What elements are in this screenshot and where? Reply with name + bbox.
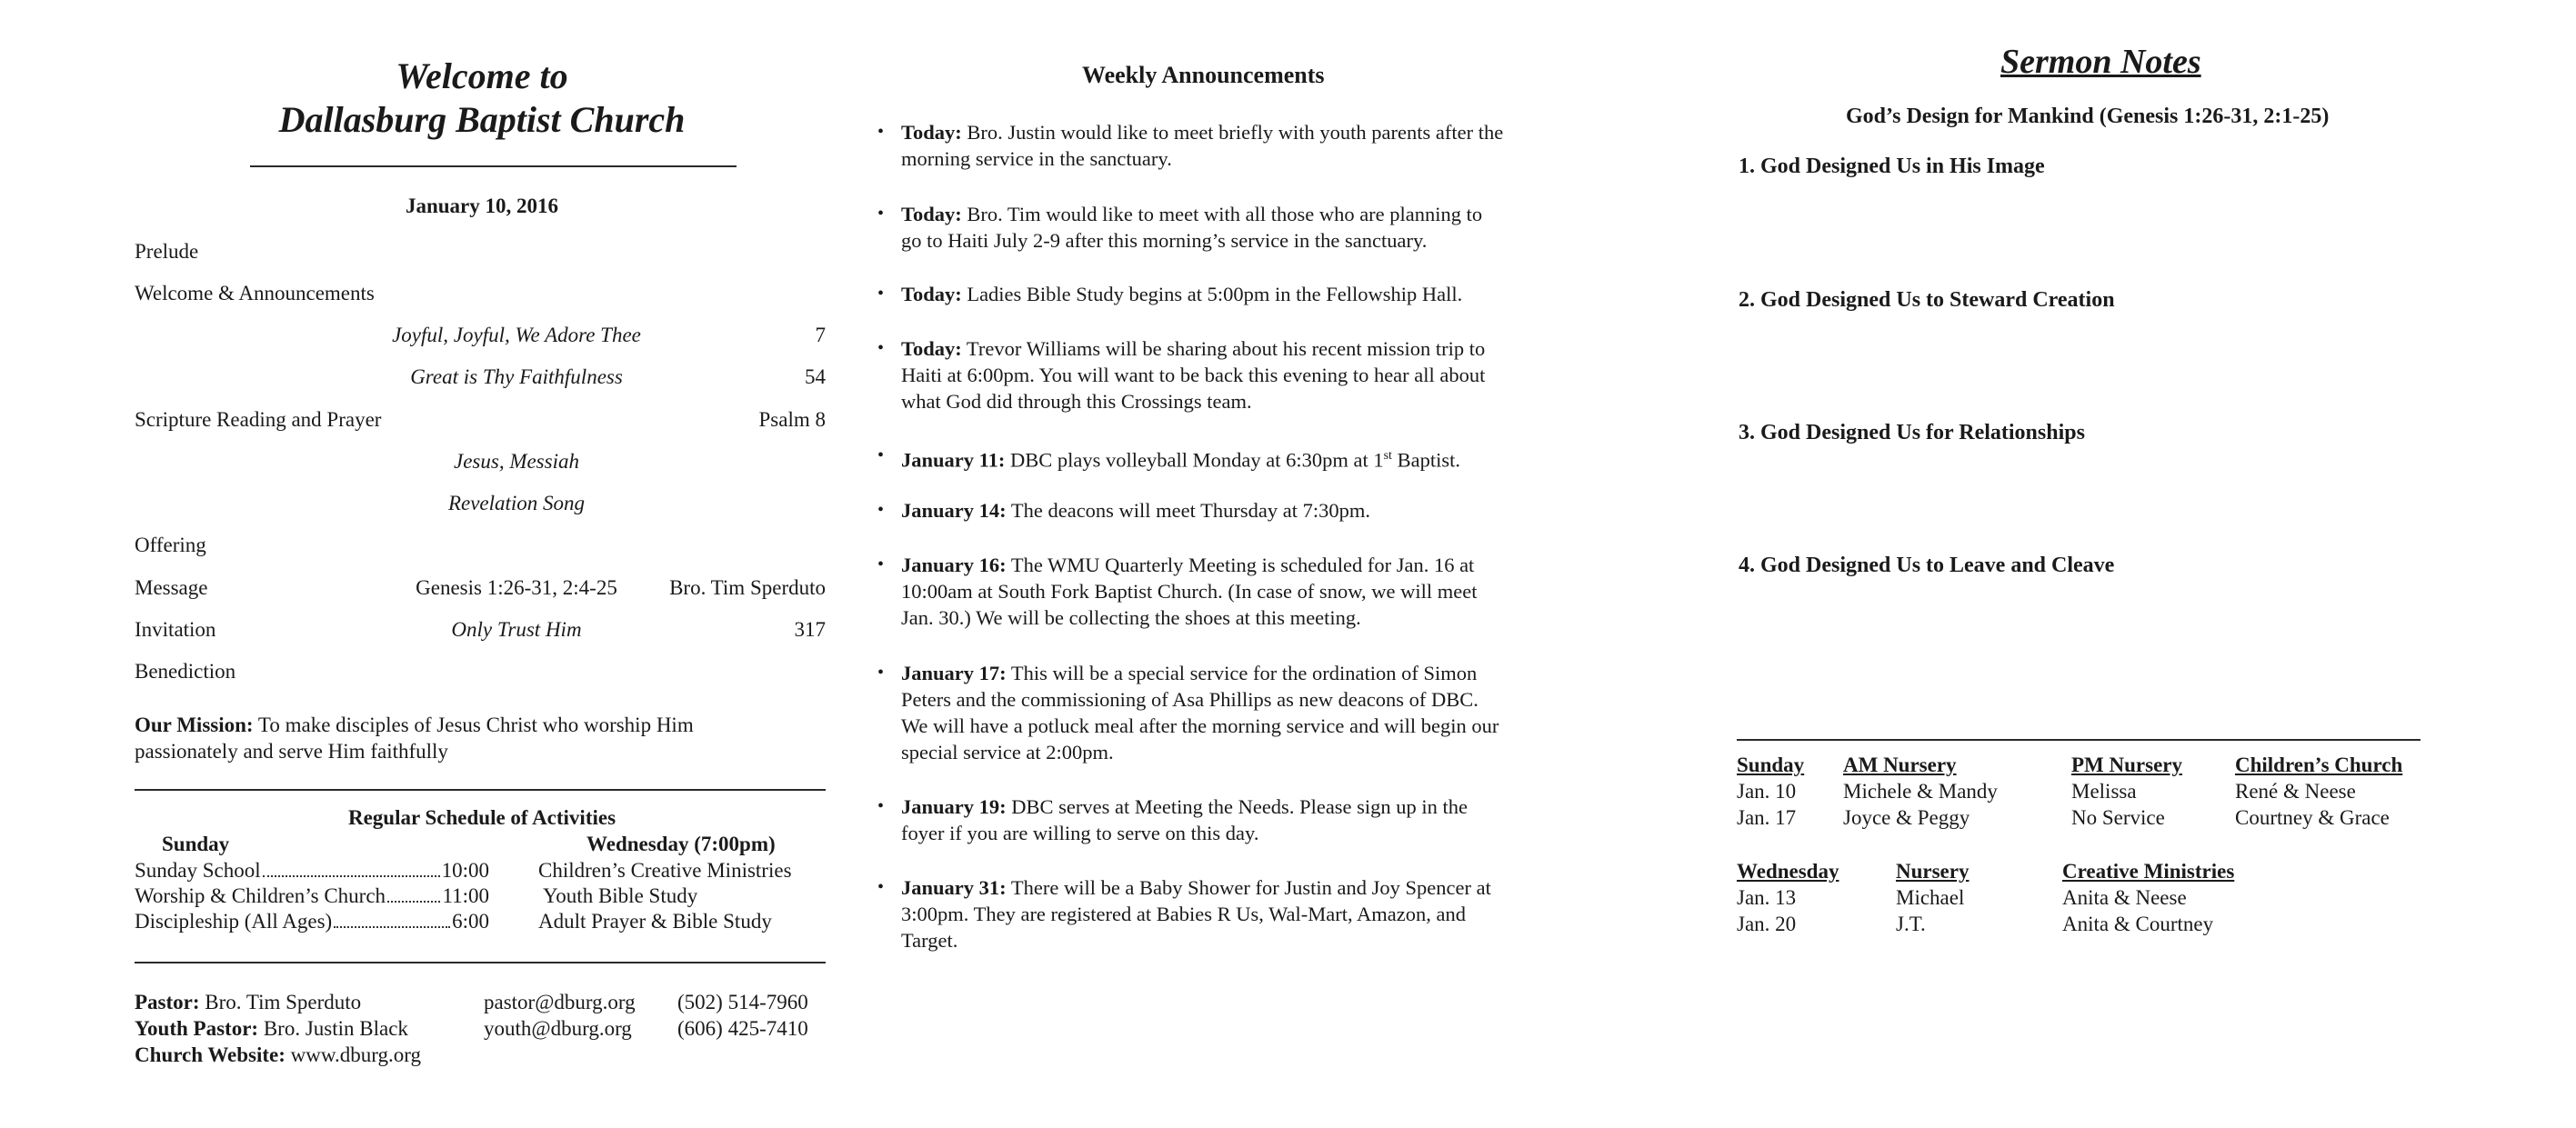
announcement-item: • January 16: The WMU Quarterly Meeting is scheduled for Jan. 16 at 10:00am at South Fork Baptist Church. (In case of snow, we will meet Jan. 30.) We will be collecting the shoes at this meeting. — [877, 554, 1478, 629]
wednesday-header: Wednesday (7:00pm) — [586, 833, 776, 855]
wednesday-nursery-column: Nursery Michael J.T. — [1896, 860, 1970, 935]
sermon-point: 1. God Designed Us in His Image — [1739, 155, 2045, 178]
announcement-item: • January 19: DBC serves at Meeting the Needs. Please sign up in the foyer if you are willing to serve on this day. — [877, 795, 1468, 844]
announcement-item: • January 14: The deacons will meet Thursday at 7:30pm. — [877, 499, 1370, 522]
order-row: Joyful, Joyful, We Adore Thee 7 — [392, 324, 826, 346]
announcement-item: • Today: Bro. Justin would like to meet briefly with youth parents after the morning service in the sanctuary. — [877, 121, 1504, 170]
youth-email: youth@dburg.org — [484, 1017, 632, 1040]
schedule-item: Worship & Children’s Church 11:00 — [135, 884, 489, 907]
schedule-item: Sunday School 10:00 — [135, 859, 489, 882]
order-row: Jesus, Messiah — [454, 450, 579, 473]
schedule-title: Regular Schedule of Activities — [347, 806, 616, 829]
announcement-item: • January 11: DBC plays volleyball Monday at 6:30pm at 1st Baptist. — [877, 445, 1460, 472]
mission-statement: Our Mission: To make disciples of Jesus Christ who worship Him passionately and serve Him faithfully — [135, 714, 694, 763]
order-row: Scripture Reading and Prayer Psalm 8 — [135, 408, 826, 431]
pastor-email: pastor@dburg.org — [484, 991, 636, 1013]
sunday-dates-column: Sunday Jan. 10 Jan. 17 — [1737, 754, 1805, 829]
order-row: Great is Thy Faithfulness 54 — [410, 365, 826, 388]
order-row: Prelude — [135, 240, 199, 263]
wednesday-schedule — [538, 858, 792, 934]
church-title — [135, 55, 829, 142]
contact-names: Pastor: Bro. Tim Sperduto Youth Pastor: Bro. Justin Black Church Website: www.dburg.org — [135, 991, 421, 1066]
creative-ministries-column: Creative Ministries Anita & Neese Anita & Courtney — [2062, 860, 2235, 935]
schedule-item: Discipleship (All Ages) 6:00 — [135, 910, 489, 933]
schedule-item: Youth Bible Study — [543, 884, 698, 907]
announcement-item: • January 31: There will be a Baby Shower for Justin and Joy Spencer at 3:00pm. They are registered at Babies R Us, Wal-Mart, Amazon, and Target. — [877, 876, 1491, 952]
contact-emails — [484, 989, 636, 1042]
contacts-divider — [135, 962, 826, 963]
order-row: Message Genesis 1:26-31, 2:4-25 Bro. Tim Sperduto — [135, 576, 826, 599]
order-row: Offering — [135, 534, 206, 556]
announcements-title: Weekly Announcements — [1082, 62, 1325, 88]
order-row: Revelation Song — [447, 492, 586, 514]
sermon-point: 4. God Designed Us to Leave and Cleave — [1739, 554, 2115, 577]
sunday-schedule — [135, 858, 489, 934]
sermon-point: 3. God Designed Us for Relationships — [1739, 421, 2085, 444]
order-row: Welcome & Announcements — [135, 282, 375, 304]
schedule-item: Adult Prayer & Bible Study — [538, 910, 772, 933]
announcement-item: • Today: Trevor Williams will be sharing about his recent mission trip to Haiti at 6:00pm. You will want to be back this evening to hear all about what God did through this Crossings team. — [877, 337, 1486, 413]
youth-phone: (606) 425-7410 — [677, 1017, 808, 1040]
announcement-item: • Today: Bro. Tim would like to meet with all those who are planning to go to Haiti July 2-9 after this morning’s service in the sanctuary. — [877, 203, 1483, 252]
title-divider — [250, 165, 737, 167]
pm-nursery-column: PM Nursery Melissa No Service — [2071, 754, 2182, 829]
sunday-header: Sunday — [162, 833, 230, 855]
childrens-church-column: Children’s Church René & Neese Courtney & Grace — [2235, 754, 2403, 829]
contact-phones — [677, 989, 808, 1042]
title-line-2: Dallasburg Baptist Church — [278, 99, 686, 140]
order-row: Benediction — [135, 660, 236, 683]
schedule-item: Children’s Creative Ministries — [538, 859, 792, 882]
wednesday-dates-column: Wednesday Jan. 13 Jan. 20 — [1737, 860, 1839, 935]
pastor-phone: (502) 514-7960 — [677, 991, 808, 1013]
announcement-item: • January 17: This will be a special service for the ordination of Simon Peters and the commissioning of Asa Phillips as new deacons of DBC. We will have a potluck meal after the morning service and will begin our special service at 2:00pm. — [877, 662, 1499, 764]
sermon-notes-title: Sermon Notes — [2000, 43, 2201, 81]
sermon-point: 2. God Designed Us to Steward Creation — [1739, 288, 2115, 312]
title-line-1: Welcome to — [396, 55, 568, 96]
service-date: January 10, 2016 — [405, 195, 559, 217]
announcement-item: • Today: Ladies Bible Study begins at 5:00pm in the Fellowship Hall. — [877, 283, 1463, 305]
order-row: Invitation Only Trust Him 317 — [135, 618, 826, 641]
schedule-top-divider — [135, 789, 826, 791]
nursery-divider — [1737, 739, 2421, 741]
am-nursery-column: AM Nursery Michele & Mandy Joyce & Peggy — [1843, 754, 1998, 829]
sermon-subtitle: God’s Design for Mankind (Genesis 1:26-31, 2:1-25) — [1846, 105, 2330, 128]
